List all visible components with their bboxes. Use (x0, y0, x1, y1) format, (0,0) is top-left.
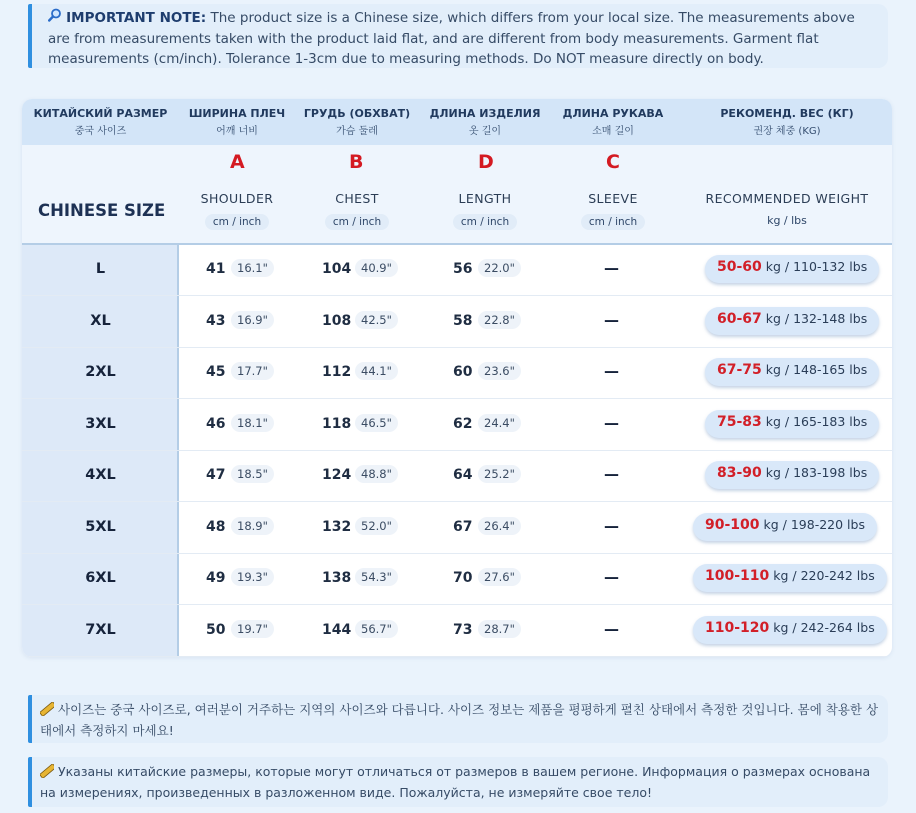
weight-details: kg / 132-148 lbs (765, 310, 868, 326)
weight-details: kg / 183-198 lbs (765, 465, 868, 480)
chest-inch: 42.5" (355, 311, 398, 329)
size-label: L (95, 261, 106, 277)
length-inch: 22.8" (478, 311, 521, 329)
letter-c: C (606, 151, 620, 173)
weight-badge (693, 564, 887, 592)
length-cm: 62 (453, 415, 473, 432)
col-weight (682, 191, 892, 228)
shoulder-inch: 18.1" (231, 414, 274, 432)
shoulder-inch: 19.3" (231, 568, 274, 586)
sleeve-value: — (604, 516, 619, 535)
shoulder-cm: 45 (206, 364, 226, 380)
size-label: 7XL (85, 621, 116, 638)
shoulder-cm: 43 (206, 312, 226, 329)
letter-d: D (478, 151, 494, 173)
header-ko-label: 권장 체중 (KG) (753, 126, 821, 137)
weight-details: kg / 165-183 lbs (765, 413, 868, 429)
shoulder-cm: 49 (206, 570, 226, 586)
size-label: XL (90, 312, 111, 329)
header-shoulder (179, 107, 295, 137)
weight-kg: 67-75 (717, 362, 762, 378)
shoulder-cm: 47 (206, 467, 226, 483)
length-cm: 56 (453, 261, 473, 277)
shoulder-cm: 41 (206, 261, 226, 277)
header-ru-label: КИТАЙСКИЙ РАЗМЕР (33, 107, 168, 120)
weight-badge (705, 358, 879, 386)
col-chest (295, 191, 419, 230)
important-note-label: IMPORTANT NOTE: (66, 10, 207, 26)
sleeve-value: — (604, 465, 619, 483)
length-inch: 22.0" (478, 259, 521, 277)
chest-cm: 124 (322, 467, 352, 483)
unit-badge: cm / inch (453, 214, 517, 230)
sleeve-value: — (604, 619, 619, 638)
magnifier-icon (48, 11, 66, 26)
weight-kg: 50-60 (717, 259, 762, 275)
length-cm: 64 (453, 467, 473, 483)
sleeve-value: — (604, 568, 619, 586)
shoulder-inch: 18.9" (231, 517, 274, 535)
length-inch: 26.4" (478, 517, 521, 535)
weight-badge (705, 255, 879, 283)
chest-inch: 56.7" (355, 620, 398, 638)
weight-kg: 75-83 (717, 413, 762, 430)
ruler-icon (40, 763, 54, 777)
chest-inch: 52.0" (355, 517, 398, 535)
letter-b: B (349, 151, 364, 173)
chinese-size-label: CHINESE SIZE (38, 201, 166, 220)
length-cm: 58 (453, 312, 473, 329)
korean-note-text: 사이즈는 중국 사이즈로, 여러분이 거주하는 지역의 사이즈와 다릅니다. 사이즈 정보는 제품을 평평하게 펼친 상태에서 측정한 것입니다. 몸에 착용한 상태에서 측정하지 마세요! (40, 702, 879, 738)
weight-badge (705, 461, 879, 489)
shoulder-cm: 46 (206, 415, 226, 432)
col-sleeve (551, 191, 675, 230)
weight-details: kg / 148-165 lbs (765, 362, 868, 377)
chest-inch: 48.8" (355, 465, 398, 483)
important-note-text: The product size is a Chinese size, which differs from your local size. The measurements above are from measurements taken with the product laid flat, and are different from body measurements. Garment flat measurements (cm/inch). Tolerance 1-3cm due to measuring methods. Do NOT measure directly on body. (48, 10, 855, 67)
english-header-row (22, 179, 892, 245)
unit-badge: cm / inch (325, 214, 389, 230)
header-ru-label: РЕКОМЕНД. ВЕС (КГ) (720, 107, 854, 120)
length-inch: 25.2" (478, 465, 521, 483)
chest-inch: 40.9" (355, 259, 398, 277)
chest-inch: 46.5" (355, 414, 398, 432)
shoulder-inch: 16.9" (231, 311, 274, 329)
russian-note (28, 757, 888, 807)
unit-label: kg / lbs (767, 214, 807, 227)
weight-kg: 100-110 (705, 568, 770, 584)
length-cm: 67 (453, 518, 473, 535)
chest-cm: 144 (322, 621, 352, 638)
sleeve-value: — (604, 413, 619, 432)
col-weight-title: RECOMMENDED WEIGHT (705, 191, 869, 206)
weight-kg: 60-67 (717, 310, 762, 327)
col-shoulder (179, 191, 295, 230)
unit-badge: cm / inch (205, 214, 269, 230)
header-chest (295, 107, 419, 137)
length-inch: 28.7" (478, 620, 521, 638)
header-ru-label: ШИРИНА ПЛЕЧ (188, 107, 286, 120)
size-label: 3XL (85, 415, 116, 432)
header-ko-label: 중국 사이즈 (74, 126, 127, 137)
weight-badge (705, 307, 879, 335)
table-row (22, 554, 892, 605)
ruler-icon (40, 701, 54, 715)
weight-kg: 83-90 (717, 465, 762, 481)
table-row (22, 503, 892, 554)
chest-cm: 138 (322, 570, 352, 586)
shoulder-cm: 50 (206, 621, 226, 638)
weight-kg: 110-120 (705, 619, 770, 636)
letter-a: A (230, 151, 245, 173)
header-ru-label: ДЛИНА РУКАВА (562, 107, 664, 120)
shoulder-inch: 16.1" (231, 259, 274, 277)
sleeve-value: — (604, 310, 619, 329)
sleeve-value: — (604, 259, 619, 277)
header-length (419, 107, 551, 137)
size-label: 2XL (85, 364, 116, 380)
table-row (22, 400, 892, 451)
length-cm: 73 (453, 621, 473, 638)
header-ko-label: 가슴 둘레 (336, 126, 378, 137)
weight-details: kg / 198-220 lbs (763, 516, 865, 532)
measurement-letter-row (22, 145, 892, 179)
header-chinese-size (22, 107, 179, 137)
header-ko-label: 옷 길이 (468, 126, 502, 137)
header-ru-label: ГРУДЬ (ОБХВАТ) (303, 107, 411, 120)
header-weight (682, 107, 892, 137)
size-label: 5XL (85, 518, 116, 535)
weight-details: kg / 242-264 lbs (773, 619, 875, 635)
sleeve-value: — (604, 362, 619, 380)
chest-cm: 108 (322, 312, 352, 329)
multilingual-header-row (22, 99, 892, 145)
weight-kg: 90-100 (705, 516, 760, 533)
header-ko-label: 어깨 너비 (216, 126, 258, 137)
header-sleeve (551, 107, 675, 137)
header-ru-label: ДЛИНА ИЗДЕЛИЯ (429, 107, 541, 120)
header-ko-label: 소매 길이 (592, 126, 634, 137)
chest-inch: 54.3" (355, 568, 398, 586)
size-label: 4XL (85, 467, 116, 483)
unit-badge: cm / inch (581, 214, 645, 230)
russian-note-text: Указаны китайские размеры, которые могут отличаться от размеров в вашем регионе. Информация о размерах основана на измерениях, произведенных в разложенном виде. Пожалуйста, не измеряйте свое тело! (40, 764, 871, 800)
length-cm: 70 (453, 570, 473, 586)
table-row (22, 451, 892, 502)
chest-cm: 132 (322, 518, 352, 535)
size-label: 6XL (85, 570, 116, 586)
table-row (22, 245, 892, 296)
korean-note (28, 695, 888, 743)
chest-inch: 44.1" (355, 362, 398, 380)
weight-details: kg / 110-132 lbs (765, 259, 868, 274)
length-inch: 24.4" (478, 414, 521, 432)
col-length (419, 191, 551, 230)
weight-details: kg / 220-242 lbs (773, 568, 875, 583)
weight-badge (693, 616, 887, 644)
col-shoulder-title: SHOULDER (200, 191, 274, 206)
shoulder-cm: 48 (206, 518, 226, 535)
important-note (28, 4, 888, 68)
chest-cm: 118 (322, 415, 352, 432)
shoulder-inch: 19.7" (231, 620, 274, 638)
length-cm: 60 (453, 364, 473, 380)
col-sleeve-title: SLEEVE (588, 191, 638, 206)
shoulder-inch: 17.7" (231, 362, 274, 380)
length-inch: 23.6" (478, 362, 521, 380)
length-inch: 27.6" (478, 568, 521, 586)
size-chart-table (22, 99, 892, 657)
table-row (22, 606, 892, 657)
table-row (22, 297, 892, 348)
col-length-title: LENGTH (458, 191, 512, 206)
table-row (22, 348, 892, 399)
weight-badge (693, 513, 877, 541)
shoulder-inch: 18.5" (231, 465, 274, 483)
chest-cm: 104 (322, 261, 352, 277)
weight-badge (705, 410, 879, 438)
col-chest-title: CHEST (335, 191, 379, 206)
chest-cm: 112 (322, 364, 352, 380)
